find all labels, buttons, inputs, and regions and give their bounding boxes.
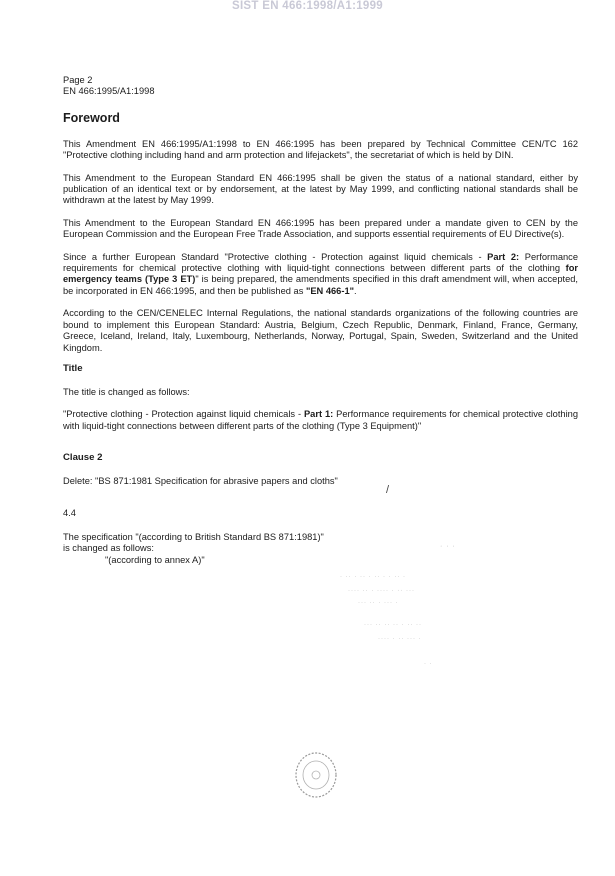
- page-number: Page 2: [63, 75, 93, 85]
- foreword-paragraph-4: Since a further European Standard "Protective clothing - Protection against liquid chemicals - Part 2: Performance requirements for chemical protective clothing with liquid-tight connections between different parts of the clothing for emergency teams (Type 3 ET)" is being prepared, the amendments specified in this draft amendment will, when accepted, be incorporated in EN 466:1995, and then be published as "EN 466-1".: [63, 251, 578, 296]
- clause2-text: Delete: "BS 871:1981 Specification for abrasive papers and cloths": [63, 476, 338, 487]
- pen-mark: /: [386, 484, 390, 496]
- scan-artifact: ···· ·· · ···· · ·· ···: [348, 588, 415, 594]
- title-intro: The title is changed as follows:: [63, 386, 190, 397]
- foreword-paragraph-3: This Amendment to the European Standard EN 466:1995 has been prepared under a mandate given to CEN by the European Commission and the European Free Trade Association, and supports essential requirements of EU Directive(s).: [63, 217, 578, 240]
- watermark: SIST EN 466:1998/A1:1999: [231, 0, 384, 12]
- section-4-4-line-2: is changed as follows:: [63, 543, 154, 554]
- stamp-seal-icon: [293, 750, 339, 800]
- scan-artifact: · ·· · ·· · ·· · · ·· ·: [340, 574, 406, 580]
- document-reference: EN 466:1995/A1:1998: [63, 86, 155, 97]
- scan-artifact: · ·: [424, 661, 433, 667]
- title-heading: Title: [63, 362, 83, 374]
- scan-artifact: ···· · ·· ··· ·: [378, 636, 422, 642]
- foreword-paragraph-5: According to the CEN/CENELEC Internal Regulations, the national standards organizations of the following countries are bound to implement this European Standard: Austria, Belgium, Czech Republic, Denmark, Finland, France, Germany, Greece, Iceland, Ireland, Italy, Luxembourg, Netherlands, Norway, Portugal, Spain, Sweden, Switzerland and the United Kingdom.: [63, 308, 578, 353]
- foreword-paragraph-1: This Amendment EN 466:1995/A1:1998 to EN 466:1995 has been prepared by Technical Committee CEN/TC 162 "Protective clothing including hand and arm protection and lifejackets", the secretariat of which is held by DIN.: [63, 138, 578, 161]
- foreword-heading: Foreword: [63, 110, 120, 125]
- clause2-heading: Clause 2: [63, 452, 103, 464]
- title-quote: "Protective clothing - Protection against liquid chemicals - Part 1: Performance requirements for chemical protective clothing with liquid-tight connections between different parts of the clothing (Type 3 Equipment)": [63, 409, 579, 431]
- foreword-paragraph-2: This Amendment to the European Standard EN 466:1995 shall be given the status of a national standard, either by publication of an identical text or by endorsement, at the latest by May 1999, and conflicting national standards shall be withdrawn at the latest by May 1999.: [63, 172, 578, 206]
- section-4-4-line-3: "(according to annex A)": [105, 554, 205, 565]
- scan-artifact: · · ·: [440, 543, 456, 550]
- document-page: [63, 75, 578, 566]
- section-4-4-line-1: The specification "(according to British Standard BS 871:1981)": [63, 531, 324, 542]
- scan-artifact: ··· ·· ·· ·· · ·· ··: [364, 622, 422, 628]
- section-4-4-heading: 4.4: [63, 507, 76, 518]
- scan-artifact: ··· ·· · ··· ·: [358, 600, 399, 606]
